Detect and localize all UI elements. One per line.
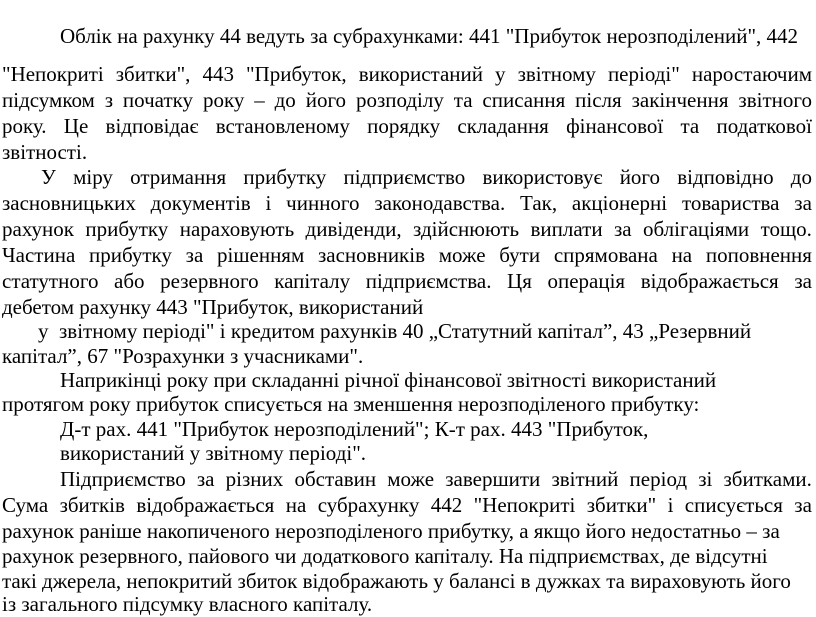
text-line [0,164,816,190]
word: документів [150,191,251,215]
word: Ця [507,269,532,293]
word: та [453,88,473,112]
word: виплати [530,217,603,241]
text-line [0,190,816,216]
text-line [0,113,816,139]
text-line [0,294,816,320]
word: може [387,467,435,491]
word: і [667,493,674,517]
word: статутного [2,269,99,293]
word: за [185,243,204,267]
word: дивіденди, [305,217,402,241]
word: прибутку [88,243,172,267]
text-line [0,268,816,294]
word: і [265,191,272,215]
text-line [0,440,816,466]
word: звітному [517,62,596,86]
word: "Непокриті [473,493,576,517]
word: на [285,493,307,517]
text-run: звітності. [2,140,88,164]
word: складання [457,114,549,138]
word: облігаціями [643,217,750,241]
text-line [0,416,816,442]
word: підсумком [2,88,95,112]
word: Сума [2,493,49,517]
text-line [0,367,816,393]
word: списується [684,493,783,517]
text-line [0,518,816,544]
justified-row [2,268,812,294]
word: розподілу [355,88,444,112]
word: рішенням [217,243,305,267]
justified-row [60,466,812,492]
word: підприємство [343,165,466,189]
word: відповідає [105,114,199,138]
text-line [0,216,816,242]
text-line [0,391,816,417]
text-line [0,139,816,165]
word: Підприємство [60,467,186,491]
word: та [680,114,700,138]
text-line [0,543,816,569]
word: або [114,269,145,293]
justified-row [2,190,812,216]
text-run: використаний у звітному періоді". [60,441,367,465]
text-line [0,23,816,49]
text-run: Облік на рахунку 44 ведуть за субрахунками: 441 "Прибуток нерозподілений", 442 [60,24,799,48]
word: У [41,165,56,189]
word: Частина [2,243,76,267]
word: початку [122,88,194,112]
word: 443 [202,62,234,86]
word: за [794,269,812,293]
word: порядку [367,114,441,138]
word: наростаючим [691,62,812,86]
text-line [0,61,816,87]
word: рахунок [2,217,74,241]
justified-row [2,242,812,268]
word: з [104,88,114,112]
justified-row [41,164,812,190]
justified-row [2,87,812,113]
word: року. [2,114,47,138]
word: засновників [317,243,426,267]
text-run: рахунок раніше накопиченого нерозподіленого прибутку, а якщо його недостатньо – за [2,519,780,543]
word: до [790,165,812,189]
word: до [274,88,296,112]
word: звітного [738,88,812,112]
word: збитками. [723,467,812,491]
word: здійснюють [413,217,520,241]
word: збитки", [115,62,191,86]
word: після [575,88,622,112]
word: – [254,88,265,112]
word: різних [225,467,284,491]
text-run: рахунок резервного, пайового чи додаткового капіталу. На підприємствах, де відсутні [2,544,768,568]
text-run: із загального підсумку власного капіталу. [2,592,373,616]
word: тощо. [760,217,812,241]
word: період [629,467,688,491]
text-run: у звітному періоді" і кредитом рахунків 40 „Статутний капітал”, 43 „Резервний [38,319,752,343]
word: товариства [681,191,780,215]
word: обставин [294,467,377,491]
word: року [202,88,245,112]
justified-row [2,216,812,242]
text-run: капітал”, 67 "Розрахунки з учасниками". [2,344,364,368]
word: законодавства. [374,191,506,215]
word: його [619,165,661,189]
word: фінансової [566,114,664,138]
text-line [0,242,816,268]
word: його [305,88,347,112]
word: резервного [160,269,259,293]
text-line [0,318,816,344]
word: нараховують [179,217,295,241]
word: може [438,243,486,267]
text-line [0,591,816,617]
word: операція [547,269,626,293]
word: бути [499,243,541,267]
text-line [0,492,816,518]
text-run: такі джерела, непокритий збиток відображають у балансі в дужках та вираховують його [2,569,791,593]
text-line [0,466,816,492]
word: акціонерні [571,191,668,215]
word: за [196,467,215,491]
word: Так, [520,191,558,215]
text-run: Наприкінці року при складанні річної фінансової звітності використаний [60,368,717,392]
word: за [794,493,812,517]
word: періоді" [607,62,680,86]
word: поповнення [705,243,812,267]
justified-row [2,492,812,518]
word: Це [63,114,89,138]
word: відповідно [677,165,774,189]
word: збитки" [586,493,657,517]
word: за [613,217,632,241]
word: збитків [59,493,125,517]
text-run: протягом року прибуток списується на зменшення нерозподіленого прибутку: [2,392,700,416]
word: у [495,62,506,86]
word: міру [73,165,113,189]
word: відображається [136,493,275,517]
word: звітний [551,467,619,491]
word: завершити [445,467,541,491]
text-line [0,87,816,113]
word: закінчення [631,88,729,112]
word: за [794,191,812,215]
word: капіталу [274,269,351,293]
justified-row [2,113,812,139]
word: зі [698,467,713,491]
word: встановленому [215,114,350,138]
word: на [671,243,693,267]
word: "Прибуток, [245,62,347,86]
text-run: Д-т рах. 441 "Прибуток нерозподілений"; К-т рах. 443 "Прибуток, [60,417,649,441]
word: податкової [716,114,812,138]
word: субрахунку [317,493,420,517]
word: списання [482,88,566,112]
word: отримання [130,165,227,189]
word: засновницьких [2,191,136,215]
word: 442 [430,493,463,517]
word: чинного [286,191,360,215]
justified-row [2,61,812,87]
word: підприємства. [365,269,492,293]
word: використаний [358,62,484,86]
word: використовує [482,165,603,189]
word: прибутку [243,165,327,189]
text-run: дебетом рахунку 443 "Прибуток, використаний [2,295,424,319]
word: спрямована [553,243,658,267]
word: прибутку [85,217,169,241]
word: відображається [640,269,779,293]
text-line [0,343,816,369]
word: "Непокриті [2,62,104,86]
